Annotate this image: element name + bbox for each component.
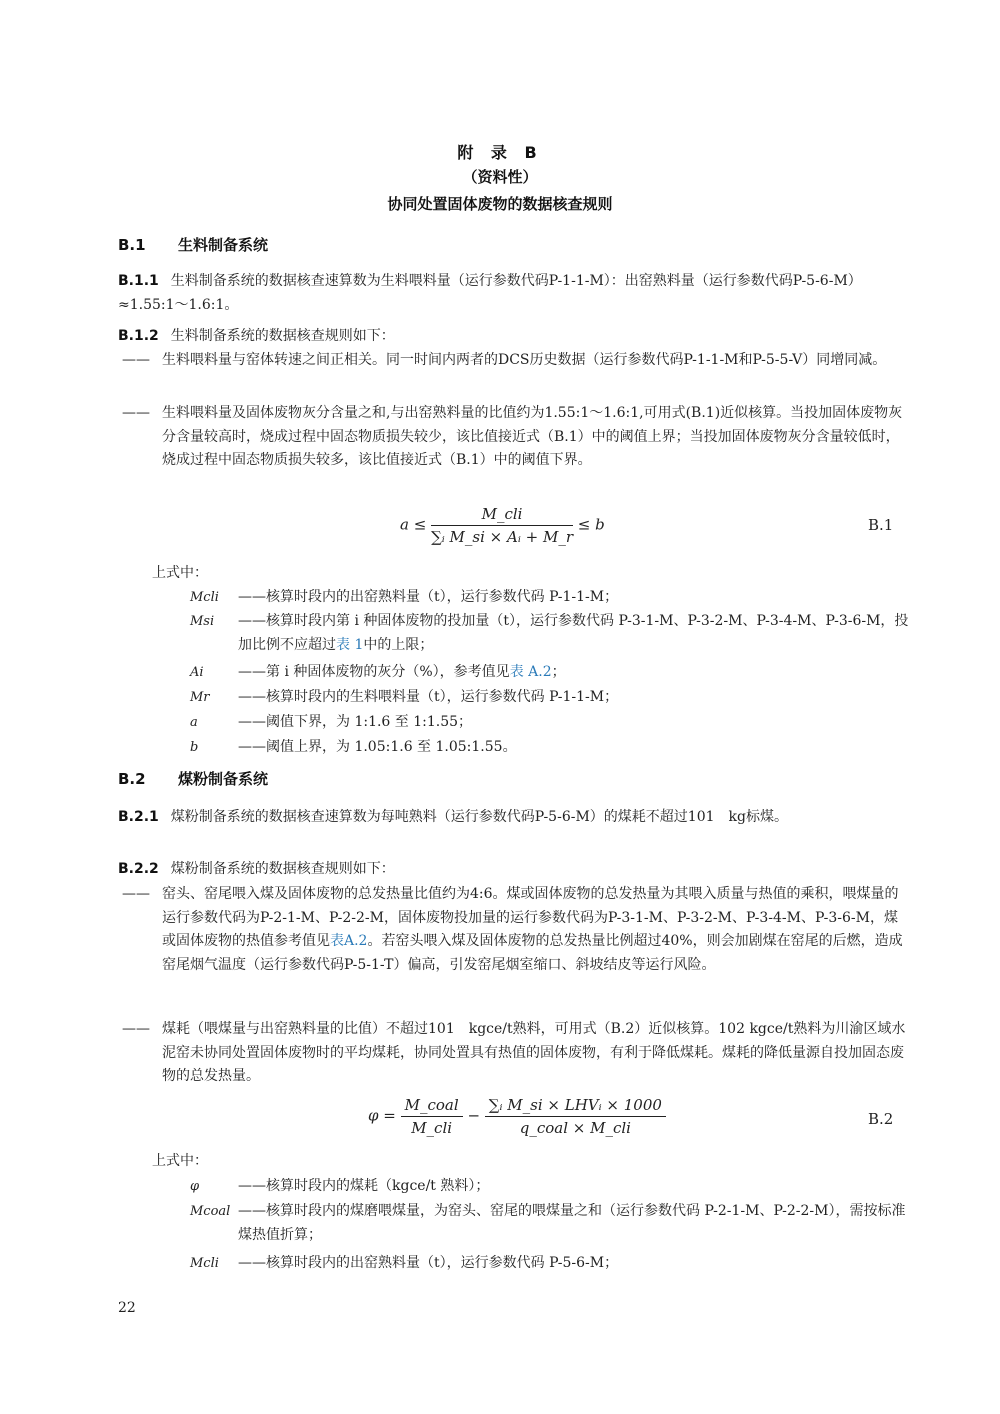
formula-denominator: M_cli	[411, 1119, 453, 1137]
variable-definition	[190, 610, 910, 657]
dash-marker: ——	[122, 886, 150, 902]
variable-definition	[190, 586, 910, 610]
list-item	[122, 1018, 908, 1089]
appendix-title: 附 录 B	[457, 143, 543, 162]
formula-lhs: φ =	[368, 1106, 396, 1125]
clause-b21	[118, 806, 908, 830]
formula-denominator: ∑ᵢ M_si × Aᵢ + M_r	[431, 528, 573, 546]
variable-symbol: Mr	[190, 690, 210, 705]
appendix-subtitle: 协同处置固体废物的数据核查规则	[387, 195, 613, 213]
variable-symbol: φ	[190, 1179, 200, 1194]
clause-number: B.2.2	[118, 861, 159, 877]
variable-description: ——核算时段内的出窑熟料量（t），运行参数代码 P-1-1-M；	[238, 589, 619, 605]
where-label: 上式中：	[152, 1153, 208, 1169]
section-number: B.1	[118, 236, 146, 254]
dash-marker: ——	[122, 405, 150, 421]
section-number: B.2	[118, 770, 146, 788]
variable-symbol: Mcoal	[190, 1204, 231, 1219]
variable-symbol: Ai	[190, 665, 204, 680]
formula-fraction	[431, 505, 573, 546]
list-item	[122, 349, 908, 373]
variable-definition	[190, 736, 910, 760]
clause-text: 生料制备系统的数据核查规则如下：	[170, 328, 395, 344]
variable-symbol: a	[190, 715, 198, 730]
formula-numerator: M_coal	[401, 1096, 463, 1117]
formula-label: B.1	[868, 516, 894, 534]
section-heading-b2	[118, 768, 268, 789]
variable-symbol: Mcli	[190, 590, 219, 605]
list-item	[122, 402, 908, 473]
clause-number: B.2.1	[118, 809, 159, 825]
formula-fraction-2	[485, 1096, 666, 1137]
list-item-text-part: 。若窑头喂入煤及固体废物的总发热量比例超过40%，则会加剧煤在窑尾的后燃，造成窑尾烟气温度（运行参数代码P-5-1-T）偏高，引发窑尾烟室缩口、斜坡结皮等运行风险。	[162, 933, 903, 973]
variable-definition	[190, 661, 910, 685]
formula-b2	[368, 1096, 666, 1137]
clause-b12	[118, 325, 908, 349]
list-item-text	[122, 883, 908, 977]
clause-text: 煤粉制备系统的数据核查规则如下：	[170, 861, 395, 877]
formula-b1	[400, 505, 605, 546]
variable-definition	[190, 1252, 910, 1276]
variable-symbol: b	[190, 740, 199, 755]
formula-minus: −	[467, 1106, 481, 1125]
variable-description: ——核算时段内的煤磨喂煤量，为窑头、窑尾的喂煤量之和（运行参数代码 P-2-1-M、P-2-2-M），需按标准煤热值折算；	[238, 1203, 906, 1243]
variable-description	[190, 610, 910, 657]
variable-symbol: Mcli	[190, 1256, 219, 1271]
table-1-link[interactable]: 表 1	[336, 636, 364, 653]
table-a2-link[interactable]: 表 A.2	[509, 664, 552, 680]
table-a2-link[interactable]: 表A.2	[330, 933, 368, 949]
list-item-text: 煤耗（喂煤量与出窑熟料量的比值）不超过101 kgce/t熟料，可用式（B.2）近似核算。102 kgce/t熟料为川渝区域水泥窑未协同处置固体废物时的平均煤耗，协同处置具有热值的固体废物，有利于降低煤耗。煤耗的降低量源自投加固态废物的总发热量。	[162, 1021, 906, 1084]
clause-number: B.1.2	[118, 328, 159, 344]
list-item-text: 生料喂料量与窑体转速之间正相关。同一时间内两者的DCS历史数据（运行参数代码P-1-1-M和P-5-5-V）同增同减。	[162, 352, 887, 368]
variable-definition	[190, 1200, 910, 1247]
variable-description: ——阈值上界，为 1.05:1.6 至 1.05:1.55。	[238, 739, 517, 755]
description-text: ——第 i 种固体废物的灰分（%），参考值见	[238, 664, 510, 680]
formula-label: B.2	[868, 1110, 894, 1128]
clause-b22	[118, 858, 908, 882]
formula-fraction-1	[401, 1096, 463, 1137]
clause-text: 煤粉制备系统的数据核查速算数为每吨熟料（运行参数代码P-5-6-M）的煤耗不超过101 kg标煤。	[170, 809, 788, 825]
variable-description: ——阈值下界，为 1:1.6 至 1:1.55；	[238, 714, 473, 730]
variable-description	[190, 661, 910, 685]
variable-description: ——核算时段内的煤耗（kgce/t 熟料）；	[238, 1178, 490, 1194]
variable-description: ——核算时段内的生料喂料量（t），运行参数代码 P-1-1-M；	[238, 689, 619, 705]
formula-rhs: ≤ b	[577, 515, 605, 534]
dash-marker: ——	[122, 352, 150, 368]
clause-text: 生料制备系统的数据核查速算数为生料喂料量（运行参数代码P-1-1-M）：出窑熟料量（运行参数代码P-5-6-M）≈1.55:1～1.6:1。	[118, 273, 862, 313]
description-text: ；	[551, 664, 566, 680]
list-item-text: 生料喂料量及固体废物灰分含量之和,与出窑熟料量的比值约为1.55:1～1.6:1,可用式(B.1)近似核算。当投加固体废物灰分含量较高时，烧成过程中固态物质损失较少，该比值接近式（B.1）中的阈值上界；当投加固体废物灰分含量较低时，烧成过程中固态物质损失较多，该比值接近式（B.1）中的阈值下界。	[162, 405, 903, 468]
list-item-text-part: 窑头、窑尾喂入煤及固体废物的总发热量比值约为4:6。煤或固体废物的总发热量为其喂入质量与热值的乘积，喂煤量的运行参数代码为P-2-1-M、P-2-2-M，固体废物投加量的运行参数代码为P-3-1-M、P-3-2-M、P-3-4-M、P-3-6-M，煤或固体废物的热值参考值见	[162, 886, 899, 949]
clause-number: B.1.1	[118, 273, 159, 289]
variable-definition	[190, 686, 910, 710]
variable-definition	[190, 1175, 910, 1199]
description-text: 中的上限；	[363, 636, 434, 653]
section-title: 煤粉制备系统	[178, 770, 269, 788]
list-item	[122, 883, 908, 977]
variable-definition	[190, 711, 910, 735]
page-number: 22	[118, 1300, 136, 1316]
section-title: 生料制备系统	[178, 236, 269, 254]
formula-numerator: ∑ᵢ M_si × LHVᵢ × 1000	[485, 1096, 666, 1117]
formula-denominator: q_coal × M_cli	[519, 1119, 631, 1137]
description-text: ——核算时段内第 i 种固体废物的投加量（t），运行参数代码 P-3-1-M、P-3-2-M、P-3-4-M、P-3-6-M，投加比例不应超过	[238, 613, 909, 653]
formula-numerator: M_cli	[431, 505, 573, 526]
where-label: 上式中：	[152, 565, 208, 581]
dash-marker: ——	[122, 1021, 150, 1037]
clause-b11	[118, 270, 908, 317]
section-heading-b1	[118, 234, 268, 255]
appendix-nature: （资料性）	[462, 168, 538, 186]
variable-symbol: Msi	[190, 614, 215, 629]
formula-lhs: a ≤	[400, 515, 427, 534]
variable-description: ——核算时段内的出窑熟料量（t），运行参数代码 P-5-6-M；	[238, 1255, 619, 1271]
